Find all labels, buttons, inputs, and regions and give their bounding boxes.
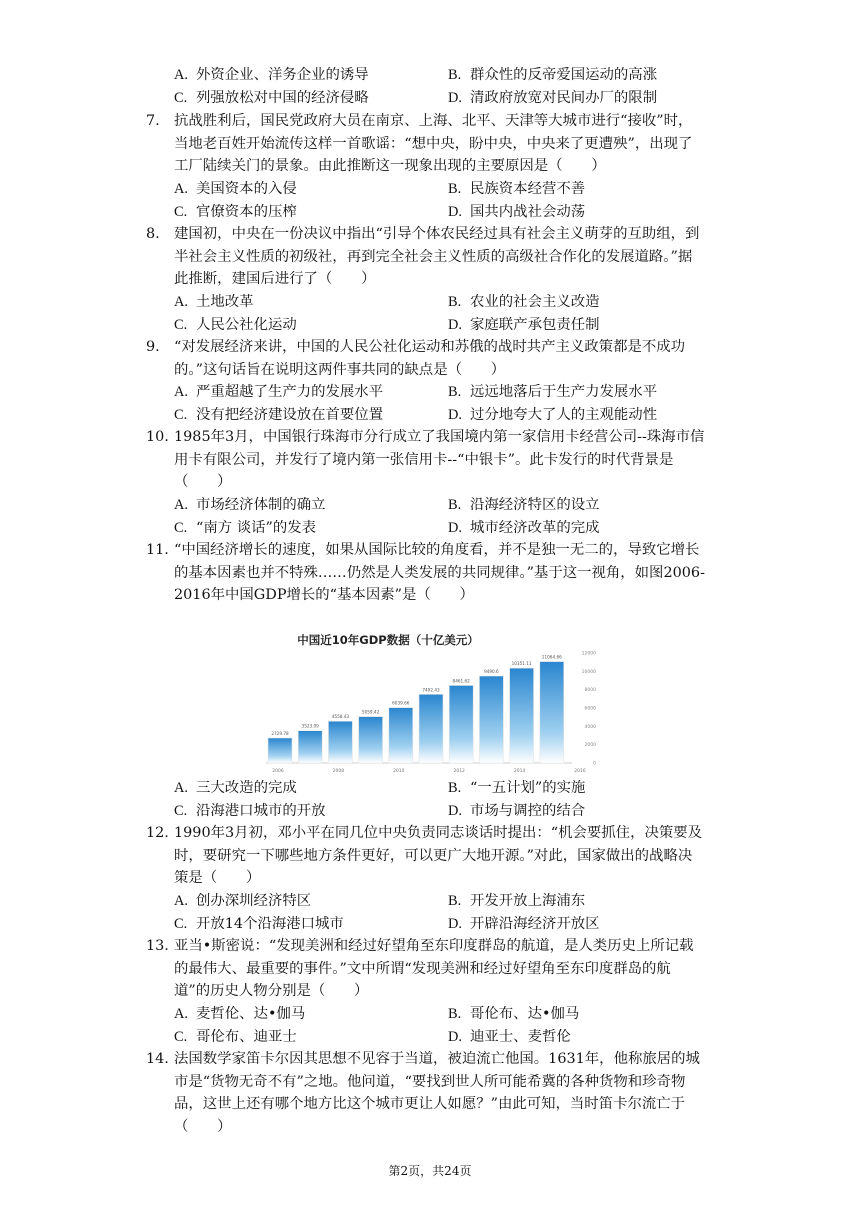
q12-option-c[interactable]: C. 开放14个沿海港口城市	[174, 916, 344, 932]
q13-option-b[interactable]: B. 哥伦布、达•伽马	[448, 1006, 580, 1022]
question-13	[146, 935, 706, 1003]
gdp-bar-2009	[359, 717, 383, 763]
bar-value-label: 9490.6	[484, 669, 499, 675]
chart-title: 中国近10年GDP数据（十亿美元）	[297, 633, 479, 647]
y-tick-label: 4000	[584, 724, 596, 730]
question-stem: “对发展经济来讲，中国的人民公社化运动和苏俄的战时共产主义政策都是不成功的。”这句话旨在说明这两件事共同的缺点是（ ）	[174, 339, 686, 378]
bar-value-label: 6039.66	[392, 700, 410, 706]
bar-value-label: 4558.43	[331, 714, 350, 720]
question-12	[146, 822, 706, 890]
question-14	[146, 1048, 706, 1138]
gdp-bar-2015	[540, 662, 564, 763]
q10-option-d[interactable]: D. 城市经济改革的完成	[448, 520, 600, 536]
question-stem: “中国经济增长的速度，如果从国际比较的角度看，并不是独一无二的，导致它增长的基本因素也并不特殊……仍然是人类发展的共同规律。”基于这一视角，如图2006-2016年中国GDP增长的“基本因素”是（ ）	[174, 542, 705, 603]
q10-option-b[interactable]: B. 沿海经济特区的设立	[448, 497, 600, 513]
y-tick-label: 10000	[581, 669, 596, 675]
q12-option-b[interactable]: B. 开发开放上海浦东	[448, 893, 586, 909]
q12-option-d[interactable]: D. 开辟沿海经济开放区	[448, 916, 600, 932]
question-10	[146, 426, 706, 494]
q11-options	[174, 777, 694, 823]
q9-option-d[interactable]: D. 过分地夸大了人的主观能动性	[448, 407, 658, 423]
question-number: 11.	[146, 542, 169, 558]
page-footer: 第2页，共24页	[388, 1164, 472, 1178]
q6-options	[174, 64, 694, 110]
x-tick-label: 2008	[332, 769, 345, 774]
question-number: 7.	[146, 113, 160, 129]
bar-value-label: 3523.09	[301, 723, 319, 729]
question-number: 12.	[146, 825, 169, 841]
bar-value-label: 2729.78	[271, 730, 289, 736]
q11-option-c[interactable]: C. 沿海港口城市的开放	[174, 803, 326, 819]
gdp-bar-2014	[510, 668, 534, 763]
q8-options	[174, 291, 694, 337]
q10-option-c[interactable]: C. “南方 谈话”的发表	[174, 520, 317, 536]
y-tick-label: 2000	[584, 743, 596, 749]
question-number: 13.	[146, 938, 169, 954]
chart-y-ticks	[582, 651, 596, 767]
bar-value-label: 10351.11	[511, 661, 532, 667]
gdp-bar-2012	[449, 685, 473, 763]
question-stem: 抗战胜利后，国民党政府大员在南京、上海、北平、天津等大城市进行“接收”时，当地老百姓开始流传这样一首歌谣：“想中央，盼中央，中央来了更遭殃”，出现了工厂陆续关门的景象。由此推断这一现象出现的主要原因是（ ）	[174, 113, 693, 174]
gdp-bar-chart	[266, 631, 600, 777]
q11-option-d[interactable]: D. 市场与调控的结合	[448, 803, 586, 819]
x-tick-label: 2016	[574, 769, 586, 774]
gdp-bar-2008	[328, 721, 352, 763]
y-tick-label: 6000	[584, 706, 596, 712]
question-stem: 亚当•斯密说：“发现美洲和经过好望角至东印度群岛的航道，是人类历史上所记载的最伟大、最重要的事件。”文中所谓“发现美洲和经过好望角至东印度群岛的航道”的历史人物分别是（ ）	[174, 938, 694, 999]
q10-option-a[interactable]: A. 市场经济体制的确立	[174, 497, 326, 513]
q9-option-b[interactable]: B. 远远地落后于生产力发展水平	[448, 384, 658, 400]
x-tick-label: 2012	[453, 769, 465, 774]
bar-value-label: 11064.66	[541, 654, 562, 660]
gdp-bar-2006	[268, 738, 292, 763]
q11-option-a[interactable]: A. 三大改造的完成	[174, 780, 297, 796]
q7-option-b[interactable]: B. 民族资本经营不善	[448, 181, 586, 197]
q10-options	[174, 494, 694, 540]
q6-option-a[interactable]: A. 外资企业、洋务企业的诱导	[174, 67, 369, 83]
bar-value-label: 8461.62	[452, 678, 470, 684]
q8-option-a[interactable]: A. 土地改革	[174, 294, 254, 310]
q6-option-b[interactable]: B. 群众性的反帝爱国运动的高涨	[448, 67, 658, 83]
q13-option-d[interactable]: D. 迪亚士、麦哲伦	[448, 1029, 571, 1045]
y-tick-label: 12000	[581, 651, 596, 657]
q6-option-c[interactable]: C. 列强放松对中国的经济侵略	[174, 90, 369, 106]
gdp-bar-2007	[298, 731, 322, 763]
q9-option-a[interactable]: A. 严重超越了生产力的发展水平	[174, 384, 384, 400]
x-tick-label: 2010	[393, 769, 405, 774]
q8-option-c[interactable]: C. 人民公社化运动	[174, 317, 297, 333]
y-tick-label: 8000	[584, 688, 596, 694]
gdp-bar-2010	[389, 708, 413, 763]
gdp-bar-2013	[479, 676, 503, 763]
question-8	[146, 223, 706, 291]
question-11	[146, 539, 706, 607]
question-number: 8.	[146, 226, 160, 242]
q6-option-d[interactable]: D. 清政府放宽对民间办厂的限制	[448, 90, 658, 106]
question-number: 10.	[146, 429, 169, 445]
q9-options	[174, 381, 694, 427]
q12-options	[174, 890, 694, 936]
gdp-bar-2011	[419, 694, 443, 763]
question-9	[146, 336, 706, 381]
q12-option-a[interactable]: A. 创办深圳经济特区	[174, 893, 312, 909]
q11-option-b[interactable]: B. “一五计划”的实施	[448, 780, 586, 796]
q7-option-c[interactable]: C. 官僚资本的压榨	[174, 204, 297, 220]
question-stem: 建国初，中央在一份决议中指出“引导个体农民经过具有社会主义萌芽的互助组，到半社会主义性质的初级社，再到完全社会主义性质的高级社合作化的发展道路。”据此推断，建国后进行了（ ）	[174, 226, 700, 287]
question-number: 14.	[146, 1051, 169, 1067]
q13-option-a[interactable]: A. 麦哲伦、达•伽马	[174, 1006, 306, 1022]
y-tick-label: 0	[593, 761, 596, 767]
chart-bars	[266, 655, 572, 763]
q13-option-c[interactable]: C. 哥伦布、迪亚士	[174, 1029, 297, 1045]
x-tick-label: 2006	[272, 769, 284, 774]
q13-options	[174, 1003, 694, 1049]
chart-x-ticks	[272, 768, 586, 774]
question-stem: 1985年3月，中国银行珠海市分行成立了我国境内第一家信用卡经营公司--珠海市信用卡有限公司，并发行了境内第一张信用卡--“中银卡”。此卡发行的时代背景是（ ）	[174, 429, 705, 490]
question-number: 9.	[146, 339, 160, 355]
q7-option-d[interactable]: D. 国共内战社会动荡	[448, 204, 586, 220]
bar-value-label: 5059.42	[361, 709, 380, 715]
question-stem: 法国数学家笛卡尔因其思想不见容于当道，被迫流亡他国。1631年，他称旅居的城市是“货物无奇不有”之地。他问道，“要找到世人所可能希冀的各种货物和珍奇物品，这世上还有哪个地方比这个城市更让人如愿？”由此可知，当时笛卡尔流亡于（ ）	[174, 1051, 700, 1135]
question-stem: 1990年3月初，邓小平在同几位中央负责同志谈话时提出：“机会要抓住，决策要及时，要研究一下哪些地方条件更好，可以更广大地开源。”对此，国家做出的战略决策是（ ）	[174, 825, 703, 886]
question-7	[146, 110, 706, 178]
q8-option-d[interactable]: D. 家庭联产承包责任制	[448, 317, 600, 333]
bar-value-label: 7492.43	[422, 687, 440, 693]
q7-options	[174, 178, 694, 224]
q7-option-a[interactable]: A. 美国资本的入侵	[174, 181, 297, 197]
x-tick-label: 2014	[513, 769, 526, 774]
q8-option-b[interactable]: B. 农业的社会主义改造	[448, 294, 600, 310]
q9-option-c[interactable]: C. 没有把经济建设放在首要位置	[174, 407, 384, 423]
